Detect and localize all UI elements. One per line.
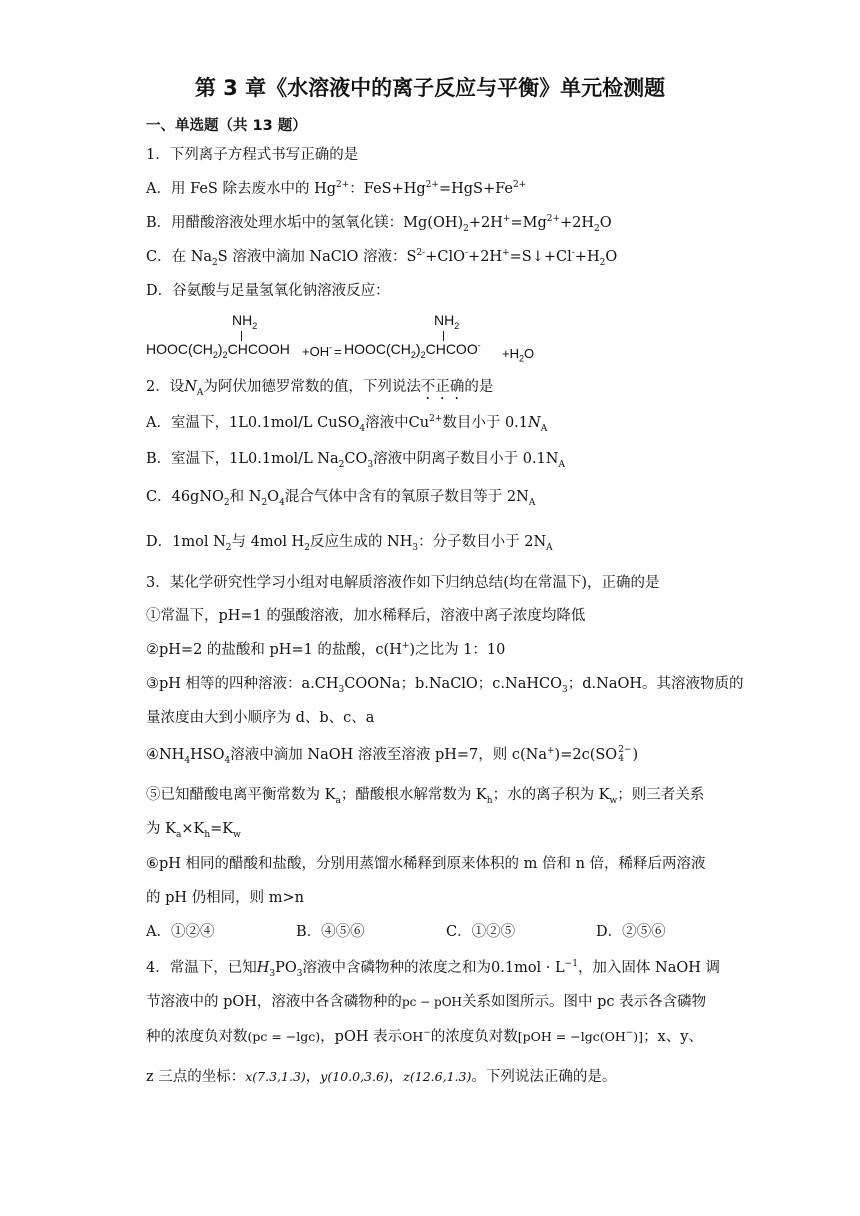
q3-statement-2: ②pH=2 的盐酸和 pH=1 的盐酸，c(H+)之比为 1：10 [146, 641, 506, 658]
q1-option-d: D．谷氨酸与足量氢氧化钠溶液反应： [146, 283, 390, 299]
q3-option-b: B．④⑤⑥ [296, 924, 365, 940]
bond-right [443, 331, 444, 341]
q4-line-1: 4．常温下，已知$H_3PO_3$溶液中含磷物种的浓度之和为$0.1mol \cdot L^{-1}$，加入固体 NaOH 调 [146, 959, 721, 979]
q2-option-a: A．室温下，1L0.1mol/L CuSO$_4$溶液中$Cu^{2+}$数目小于 $0.1N_A$ [146, 414, 548, 434]
glutamic-acid-equation [146, 312, 566, 362]
hydroxide-reactant: +OH- [302, 342, 333, 359]
document-title: 第 3 章《水溶液中的离子反应与平衡》单元检测题 [194, 76, 666, 100]
section-heading: 一、单选题（共 13 题） [146, 118, 307, 134]
q2-option-c: C．46gNO$_2$和 $N_2O_4$混合气体中含有的氧原子数目等于 $2N_A$ [146, 489, 536, 508]
nh2-group-right: $NH_2$ [434, 312, 460, 331]
glutamic-acid: $HOOC(CH_2)_2CHCOOH$ [146, 341, 290, 360]
q3-statement-3-cont: 量浓度由大到小顺序为 d、b、c、a [146, 710, 375, 726]
equals-sign: = [334, 344, 342, 359]
q3-statement-4: $④NH_4HSO_4$溶液中滴加 NaOH 溶液至溶液 pH=7，则 c(Na+)=2c(SO 2− 4 ) [146, 745, 639, 766]
q3-statement-6-cont: 的 pH 仍相同，则 m>n [146, 890, 304, 906]
q2-option-d: D．1mol $N_2$与 4mol $H_2$反应生成的 $NH_3$：分子数目小于 $2N_A$ [146, 534, 553, 553]
q4-line-2: 节溶液中的 pOH，溶液中各含磷物种的pc − pOH关系如图所示。图中 pc 表示各含磷物 [146, 994, 707, 1010]
nh2-group-left: $NH_2$ [232, 312, 258, 331]
q2-stem: 2．设$N_A$为阿伏加德罗常数的值，下列说法不正确的是 [146, 379, 494, 398]
water-product: $+H_2O$ [502, 346, 535, 364]
q3-stem: 3．某化学研究性学习小组对电解质溶液作如下归纳总结(均在常温下)，正确的是 [146, 575, 660, 591]
q1-option-b: B．用醋酸溶液处理水垢中的氢氧化镁：$Mg(OH)_2+2H^+=Mg^{2+}+2H_2O$ [146, 214, 612, 234]
q3-statement-6: ⑥pH 相同的醋酸和盐酸，分别用蒸馏水稀释到原来体积的 m 倍和 n 倍，稀释后两溶液 [146, 856, 706, 872]
q2-option-b: B．室温下，1L0.1mol/L $Na_2CO_3$溶液中阴离子数目小于 $0.1N_A$ [146, 451, 565, 470]
q3-statement-1: ①常温下，pH=1 的强酸溶液，加水稀释后，溶液中离子浓度均降低 [146, 608, 586, 624]
q3-option-a: A．①②④ [146, 924, 215, 940]
q3-option-d: D．②⑤⑥ [596, 924, 666, 940]
q3-statement-5: ⑤已知醋酸电离平衡常数为 $K_a$；醋酸根水解常数为 $K_h$；水的离子积为 $K_w$；则三者关系 [146, 787, 705, 806]
q3-option-c: C．①②⑤ [446, 924, 516, 940]
q1-option-a: A．用 FeS 除去废水中的 $Hg^{2+}$：$FeS+Hg^{2+}=HgS+Fe^{2+}$ [146, 180, 527, 197]
q1-stem: 1．下列离子方程式书写正确的是 [146, 147, 359, 163]
q4-line-3: 种的浓度负对数(pc = −lgc)，pOH 表示OH−的浓度负对数[pOH = −lgc(OH−)]；x、y、 [146, 1028, 703, 1045]
q4-line-4: z 三点的坐标：x(7.3,1.3)，y(10.0,3.6)，z(12.6,1.3)。下列说法正确的是。 [146, 1069, 617, 1085]
q3-statement-5-cont: 为 $K_a\times K_h=K_w$ [146, 821, 241, 840]
bond-left [241, 331, 242, 341]
q1-option-c: C．在 $Na_2S$ 溶液中滴加 NaClO 溶液：$S^{2-}+ClO^-+2H^+=S↓+Cl^-+H_2O$ [146, 248, 618, 268]
glutamate-ion: $HOOC(CH_2)_2CHCOO^-$ [344, 340, 481, 360]
q3-statement-3: ③pH 相等的四种溶液：$a.CH_3COONa$；b.NaClO；c.NaHCO$_3$；d.NaOH。其溶液物质的 [146, 676, 744, 695]
